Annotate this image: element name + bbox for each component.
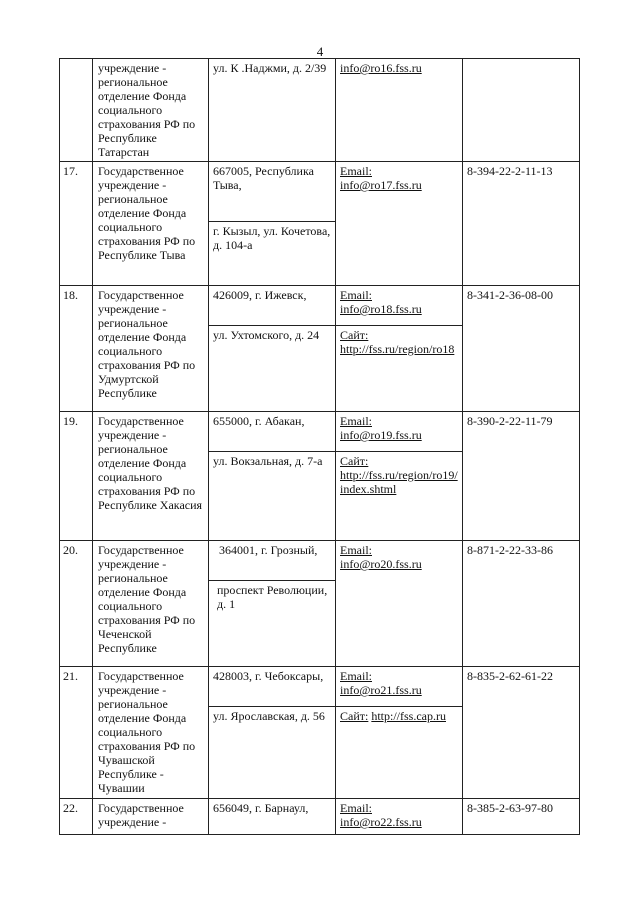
email-link[interactable]: info@ro19.fss.ru	[340, 428, 422, 442]
address-street: ул. Ухтомского, д. 24	[213, 328, 320, 342]
contacts-cell	[336, 59, 463, 162]
site-label: Сайт:	[340, 454, 369, 468]
site-link[interactable]: http://fss.ru/region/ro18	[340, 342, 455, 356]
table-row	[60, 286, 580, 412]
email-link[interactable]: info@ro18.fss.ru	[340, 302, 422, 316]
address-cell	[209, 286, 336, 412]
phone-cell: 8-341-2-36-08-00	[463, 286, 580, 412]
site-link[interactable]: http://fss.cap.ru	[371, 709, 446, 723]
email-label: Email:	[340, 801, 372, 815]
email-label: Email:	[340, 543, 372, 557]
email-label: Email:	[340, 414, 372, 428]
contacts-cell	[336, 667, 463, 799]
address-street: ул. Ярославская, д. 56	[213, 709, 325, 723]
address-city: 426009, г. Ижевск,	[209, 286, 335, 326]
row-number: 22.	[60, 799, 93, 835]
page-number: 4	[316, 44, 324, 59]
contacts-cell	[336, 799, 463, 835]
organization-name: Государственное учреждение - региональное отделение Фонда социального страхования РФ по Чеченской Республике	[93, 541, 209, 667]
table-row	[60, 541, 580, 667]
table-row	[60, 799, 580, 835]
phone-cell: 8-390-2-22-11-79	[463, 412, 580, 541]
address-street: ул. К .Наджми, д. 2/39	[213, 61, 327, 75]
phone-cell	[463, 59, 580, 162]
contacts-cell	[336, 412, 463, 541]
organization-name: Государственное учреждение - региональное отделение Фонда социального страхования РФ по Республике Тыва	[93, 162, 209, 286]
contacts-table	[59, 58, 580, 835]
row-number: 19.	[60, 412, 93, 541]
address-city: 364001, г. Грозный,	[209, 541, 335, 581]
email-label: Email:	[340, 164, 372, 178]
address-cell	[209, 162, 336, 286]
email-link[interactable]: info@ro21.fss.ru	[340, 683, 422, 697]
address-city: 667005, Республика Тыва,	[209, 162, 335, 222]
row-number: 21.	[60, 667, 93, 799]
address-cell	[209, 59, 336, 162]
organization-name: Государственное учреждение - региональное отделение Фонда социального страхования РФ по Удмуртской Республике	[93, 286, 209, 412]
email-link[interactable]: info@ro22.fss.ru	[340, 815, 422, 829]
phone-cell: 8-385-2-63-97-80	[463, 799, 580, 835]
row-number: 20.	[60, 541, 93, 667]
table-row	[60, 162, 580, 286]
address-city: 428003, г. Чебоксары,	[209, 667, 335, 707]
address-street: г. Кызыл, ул. Кочетова, д. 104-а	[213, 224, 331, 252]
email-label: Email:	[340, 288, 372, 302]
contacts-cell	[336, 286, 463, 412]
row-number: 17.	[60, 162, 93, 286]
email-link[interactable]: info@ro20.fss.ru	[340, 557, 422, 571]
organization-name: учреждение - региональное отделение Фонда социального страхования РФ по Республике Татарстан	[93, 59, 209, 162]
phone-cell: 8-394-22-2-11-13	[463, 162, 580, 286]
address-cell	[209, 799, 336, 835]
site-label: Сайт:	[340, 709, 369, 723]
row-number: 18.	[60, 286, 93, 412]
table-row	[60, 412, 580, 541]
address-city: 656049, г. Барнаул,	[213, 801, 309, 815]
table-row	[60, 59, 580, 162]
site-link[interactable]: http://fss.ru/region/ro19/index.shtml	[340, 468, 458, 496]
address-city: 655000, г. Абакан,	[209, 412, 335, 452]
contacts-cell	[336, 162, 463, 286]
email-link[interactable]: info@ro16.fss.ru	[340, 61, 422, 75]
organization-name: Государственное учреждение -	[93, 799, 209, 835]
organization-name: Государственное учреждение - региональное отделение Фонда социального страхования РФ по Чувашской Республике - Чувашии	[93, 667, 209, 799]
phone-cell: 8-835-2-62-61-22	[463, 667, 580, 799]
row-number	[60, 59, 93, 162]
address-cell	[209, 412, 336, 541]
organization-name: Государственное учреждение - региональное отделение Фонда социального страхования РФ по Республике Хакасия	[93, 412, 209, 541]
site-label: Сайт:	[340, 328, 369, 342]
email-label: Email:	[340, 669, 372, 683]
contacts-cell	[336, 541, 463, 667]
address-street: проспект Революции, д. 1	[217, 583, 328, 611]
email-link[interactable]: info@ro17.fss.ru	[340, 178, 422, 192]
address-cell	[209, 667, 336, 799]
phone-cell: 8-871-2-22-33-86	[463, 541, 580, 667]
address-street: ул. Вокзальная, д. 7-а	[213, 454, 323, 468]
table-row	[60, 667, 580, 799]
address-cell	[209, 541, 336, 667]
